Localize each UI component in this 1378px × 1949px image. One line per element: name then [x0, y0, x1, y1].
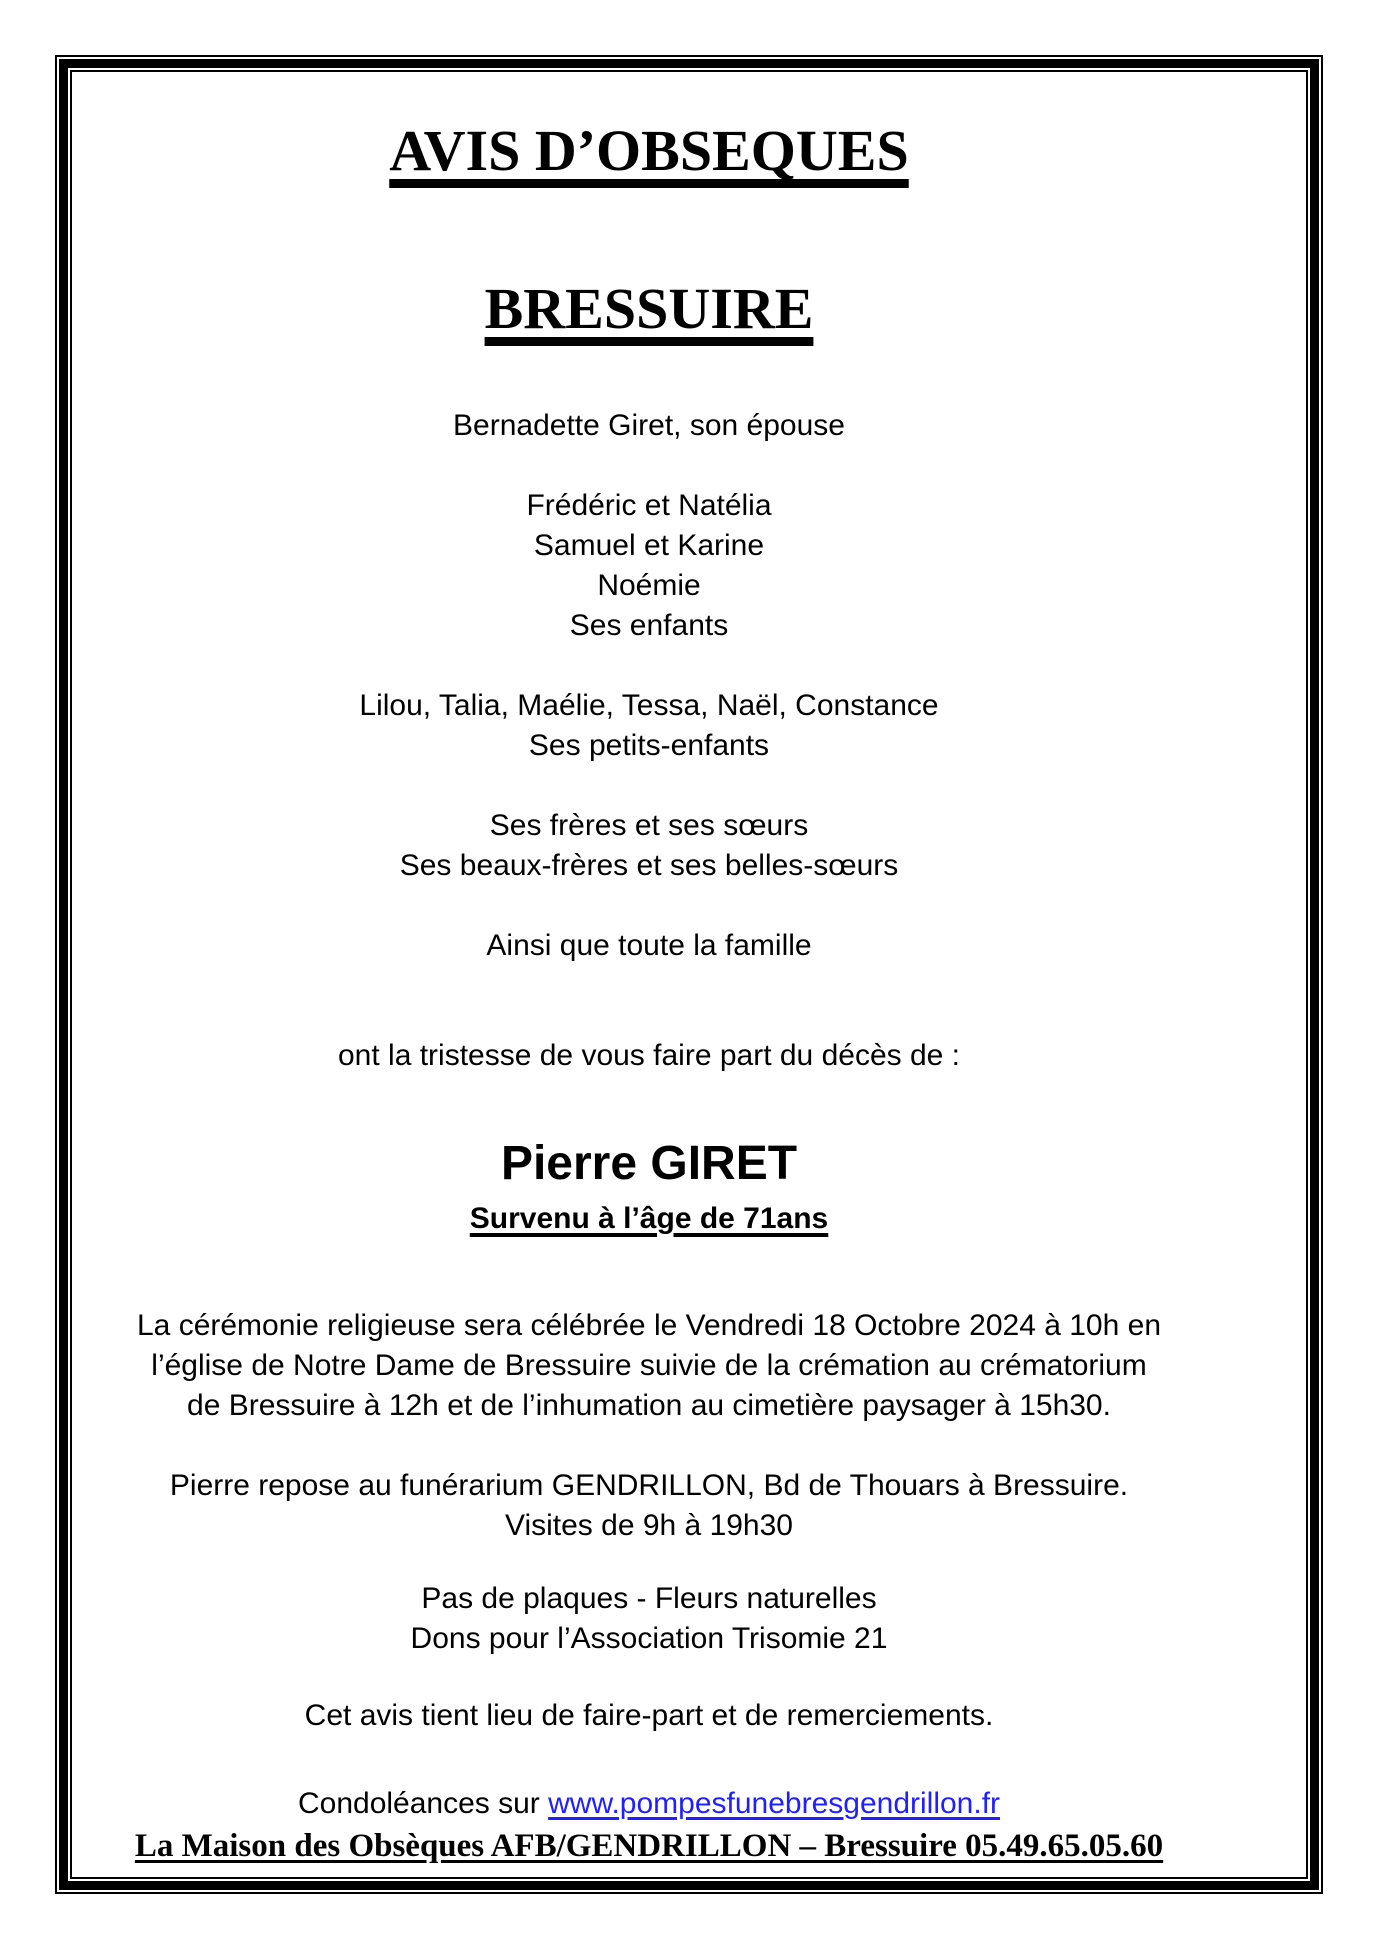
- donations-line: Dons pour l’Association Trisomie 21: [410, 1622, 888, 1655]
- whole-family-line: Ainsi que toute la famille: [486, 929, 812, 962]
- page-border-inner-line: [70, 70, 1308, 1879]
- flowers-line: Pas de plaques - Fleurs naturelles: [421, 1582, 877, 1615]
- grandchildren-line: Lilou, Talia, Maélie, Tessa, Naël, Constance: [359, 689, 939, 722]
- condolences-line: [102, 1784, 1196, 1824]
- grandchildren-label: Ses petits-enfants: [528, 729, 770, 762]
- age-line: Survenu à l’âge de 71ans: [469, 1202, 829, 1235]
- doc-title: AVIS D’OBSEQUES: [389, 118, 909, 183]
- repose-line: Pierre repose au funérarium GENDRILLON, Bd de Thouars à Bressuire.: [169, 1469, 1129, 1502]
- funeral-home-line: La Maison des Obsèques AFB/GENDRILLON – Bressuire 05.49.65.05.60: [134, 1828, 1164, 1864]
- children-line: Frédéric et Natélia: [526, 489, 772, 522]
- children-line: Noémie: [597, 569, 701, 602]
- announcement-intro: ont la tristesse de vous faire part du décès de :: [337, 1039, 961, 1072]
- spouse-line: Bernadette Giret, son épouse: [453, 409, 845, 442]
- visits-line: Visites de 9h à 19h30: [504, 1509, 793, 1542]
- ceremony-line: de Bressuire à 12h et de l’inhumation au cimetière paysager à 15h30.: [187, 1389, 1111, 1422]
- website-link[interactable]: www.pompesfunebresgendrillon.fr: [548, 1787, 1001, 1820]
- siblings-line: Ses frères et ses sœurs: [489, 809, 809, 842]
- ceremony-line: La cérémonie religieuse sera célébrée le Vendredi 18 Octobre 2024 à 10h en: [136, 1309, 1161, 1342]
- siblings-in-law-line: Ses beaux-frères et ses belles-sœurs: [399, 849, 899, 882]
- condolences-prefix: Condoléances sur: [297, 1787, 549, 1820]
- children-label: Ses enfants: [569, 609, 729, 642]
- notice-content: [72, 72, 1306, 1877]
- deceased-name: Pierre GIRET: [500, 1137, 798, 1190]
- children-line: Samuel et Karine: [533, 529, 765, 562]
- ceremony-line: l’église de Notre Dame de Bressuire suivie de la crémation au crématorium: [151, 1349, 1147, 1382]
- doc-city: BRESSUIRE: [484, 276, 814, 341]
- faire-part-line: Cet avis tient lieu de faire-part et de remerciements.: [304, 1699, 994, 1732]
- page-border-frame: [55, 55, 1323, 1894]
- page-border-thick-band: [59, 59, 1319, 1890]
